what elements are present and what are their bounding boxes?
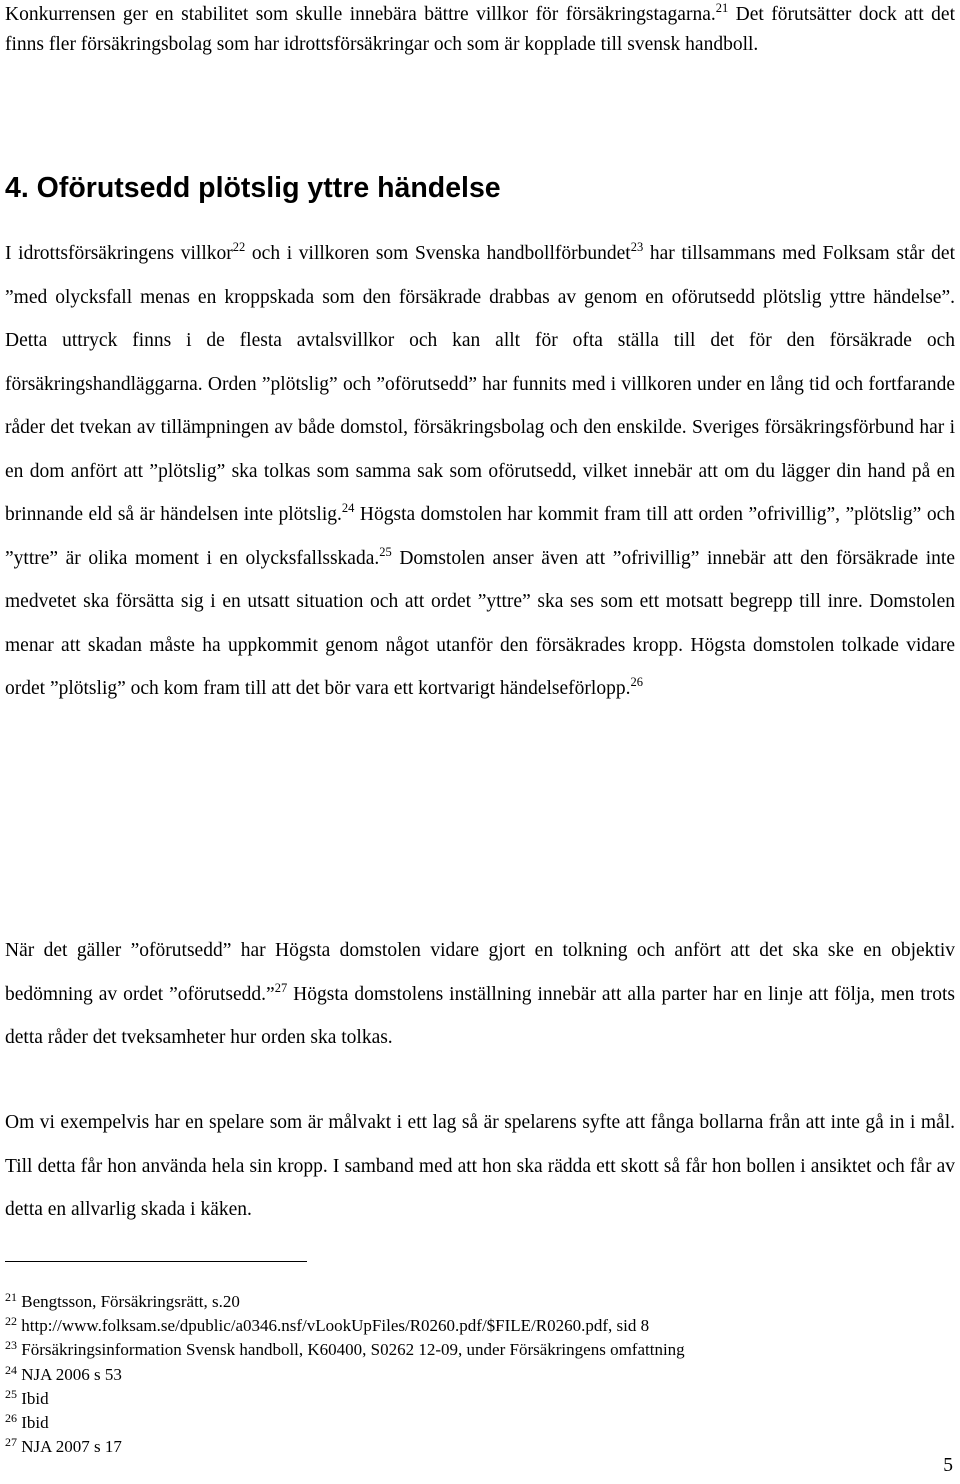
- footnote-text: NJA 2007 s 17: [17, 1437, 122, 1457]
- footnote-ref-22: 22: [232, 240, 246, 254]
- footnote-text: Bengtsson, Försäkringsrätt, s.20: [17, 1292, 240, 1311]
- paragraph-text: har tillsammans med Folksam står det ”med olycksfall menas en kroppskada som den försäkrade drabbas av genom en oförutsedd plötslig yttre händelse”. Detta uttryck finns i de flesta avtalsvillkor och kan allt för ofta ställa till det för den försäkrade och försäkringshandläggarna. Orden ”plötslig” och ”oförutsedd” har funnits med i villkoren under en lång tid och fortfarande råder det tvekan av tillämpningen av både domstol, försäkringsbolag och den enskilde. Sveriges försäkringsförbund har i en dom anfört att ”plötslig” ska tolkas som samma sak som oförutsedd, vilket innebär att om du lägger din hand på en brinnande eld så är händelsen inte plötslig.: [5, 243, 955, 525]
- footnote-22: [5, 1314, 685, 1338]
- paragraph-text: Om vi exempelvis har en spelare som är målvakt i ett lag så är spelarens syfte att fånga bollarna från att inte gå in i mål. Till detta får hon använda hela sin kropp. I samband med att hon ska rädda ett skott så får hon bollen i ansiktet och får av detta en allvarlig skada i käken.: [5, 1112, 955, 1220]
- section-heading: 4. Oförutsedd plötslig yttre händelse: [5, 172, 501, 204]
- footnotes: [5, 1290, 685, 1459]
- footnote-ref-25: 25: [379, 544, 392, 559]
- footnote-link[interactable]: http://www.folksam.se/dpublic/a0346.nsf/vLookUpFiles/R0260.pdf/$FILE/R0260.pdf, sid 8: [17, 1316, 650, 1336]
- footnote-text: Ibid: [17, 1413, 49, 1433]
- paragraph-1: [5, 232, 955, 711]
- paragraph-text: och i villkoren som Svenska handbollförbundet: [245, 243, 631, 264]
- footnote-25: [5, 1387, 685, 1411]
- footnote-27: [5, 1435, 685, 1459]
- footnote-number: 22: [5, 1314, 17, 1329]
- paragraph-3: [5, 1101, 955, 1232]
- footnote-number: 25: [5, 1386, 17, 1401]
- page-number: 5: [943, 1455, 953, 1476]
- footnote-text: Ibid: [17, 1388, 49, 1408]
- footnote-number: 23: [5, 1338, 17, 1353]
- paragraph-text: Domstolen anser även att ”ofrivillig” innebär att den försäkrade inte medvetet ska försätta sig i en utsatt situation och att ordet ”yttre” ska ses som ett motsatt begrepp till inre. Domstolen menar att skadan måste ha uppkommit genom något utanför den försäkrades kropp. Högsta domstolen tolkade vidare ordet ”plötslig” och kom fram till att det bör vara ett kortvarigt händelseförlopp.: [5, 547, 955, 699]
- paragraph-text: Högsta domstolens inställning innebär att alla parter har en linje att följa, men trots detta råder det tveksamheter hur orden ska tolkas.: [5, 983, 956, 1048]
- footnote-number: 27: [5, 1435, 17, 1450]
- footnote-number: 21: [5, 1290, 17, 1304]
- footnote-26: [5, 1411, 685, 1435]
- intro-text: Konkurrensen ger en stabilitet som skulle innebära bättre villkor för försäkringstagarna.: [5, 4, 716, 25]
- footnote-text: NJA 2006 s 53: [17, 1364, 122, 1384]
- footnote-ref-27: 27: [274, 980, 288, 995]
- footnote-number: 26: [5, 1411, 17, 1426]
- footnote-divider: [5, 1261, 307, 1262]
- footnote-number: 24: [5, 1362, 17, 1377]
- footnote-ref-21: 21: [715, 1, 729, 15]
- footnote-21: [5, 1290, 685, 1314]
- paragraph-text: I idrottsförsäkringens villkor: [5, 243, 233, 264]
- paragraph-text: Högsta domstolen har kommit fram till att orden ”ofrivillig”, ”plötslig” och ”yttre” är olika moment i en olycksfallsskada.: [5, 504, 955, 569]
- paragraph-2: [5, 929, 955, 1060]
- footnote-ref-23: 23: [630, 240, 644, 254]
- intro-paragraph: [5, 0, 955, 59]
- footnote-ref-24: 24: [341, 501, 355, 515]
- footnote-ref-26: 26: [630, 675, 643, 689]
- paragraph-text: När det gäller ”oförutsedd” har Högsta domstolen vidare gjort en tolkning och anfört att det ska ske en objektiv bedömning av ordet ”oförutsedd.”: [5, 940, 955, 1005]
- intro-text-cont: Det förutsätter dock att det finns fler försäkringsbolag som har idrottsförsäkringar och som är kopplade till svensk handboll.: [5, 4, 955, 55]
- footnote-text: Försäkringsinformation Svensk handboll, K60400, S0262 12-09, under Försäkringens omfattning: [17, 1340, 685, 1360]
- footnote-24: [5, 1363, 685, 1387]
- footnote-23: [5, 1338, 685, 1362]
